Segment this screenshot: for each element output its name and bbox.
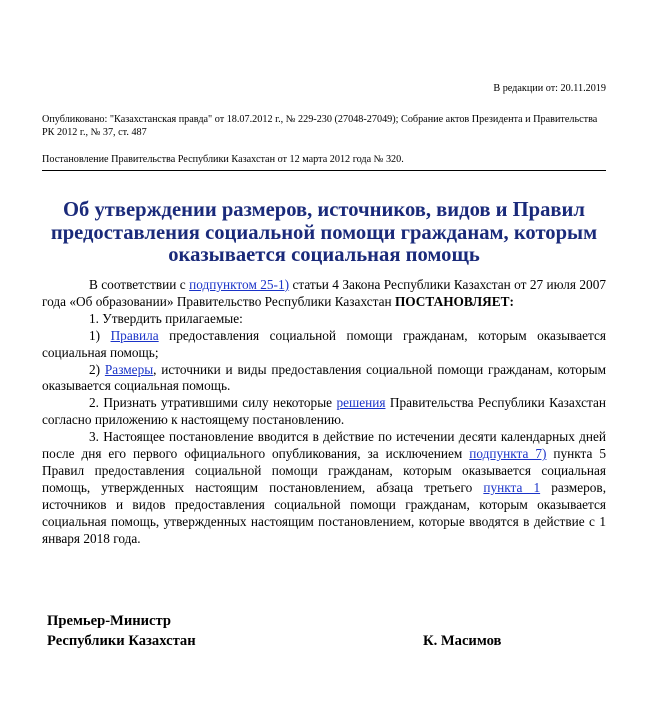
decree-reference: Постановление Правительства Республики Казахстан от 12 марта 2012 года № 320. xyxy=(42,154,606,171)
paragraph-3: 3. Настоящее постановление вводится в действие по истечении десяти календарных дней после дня его первого официального опубликования, за исключением подпункта 7) пункта 5 Правил предоставления социальной помощи гражданам, которым оказывается социальная помощь, утвержденных настоящим постановлением, абзаца третьего пункта 1 размеров, источников и видов предоставления социальной помощи гражданам, которым оказывается социальная помощь, утвержденных настоящим постановлением, которые вводятся в действие с 1 января 2018 года. xyxy=(42,429,607,546)
link-rules[interactable]: Правила xyxy=(110,327,159,343)
link-point-1[interactable]: пункта 1 xyxy=(483,479,541,495)
link-decisions[interactable]: решения xyxy=(336,395,386,411)
document-title: Об утверждении размеров, источников, видов и Правил предоставления социальной помощи гражданам, которым оказывается социальная помощь xyxy=(50,199,598,266)
document-body xyxy=(42,277,606,548)
paragraph-1-1: 1) Правила предоставления социальной помощи гражданам, которым оказывается социальная помощь; xyxy=(42,327,606,360)
edition-date: В редакции от: 20.11.2019 xyxy=(493,83,606,94)
paragraph-preamble: В соответствии с подпунктом 25-1) статьи 4 Закона Республики Казахстан от 27 июля 2007 года «Об образовании» Правительство Республики Казахстан ПОСТАНОВЛЯЕТ: xyxy=(42,277,606,309)
link-subparagraph-7[interactable]: подпункта 7) xyxy=(469,446,547,462)
paragraph-1-2: 2) Размеры, источники и виды предоставления социальной помощи гражданам, которым оказывается социальная помощь. xyxy=(42,361,607,394)
signatory-position: Премьер-Министр Республики Казахстан xyxy=(47,613,196,649)
resolves-keyword: ПОСТАНОВЛЯЕТ: xyxy=(394,293,514,309)
signatory-name: К. Масимов xyxy=(423,633,502,649)
paragraph-2: 2. Признать утратившими силу некоторые решения Правительства Республики Казахстан согласно приложению к настоящему постановлению. xyxy=(42,395,606,428)
link-subparagraph-25-1[interactable]: подпунктом 25-1) xyxy=(189,277,290,292)
publication-info: Опубликовано: "Казахстанская правда" от 18.07.2012 г., № 229-230 (27048-27049); Собрание актов Президента и Правительства РК 2012 г., № 37, ст. 487 xyxy=(42,114,598,138)
link-sizes[interactable]: Размеры xyxy=(104,361,154,377)
paragraph-1: 1. Утвердить прилагаемые: xyxy=(89,310,243,326)
